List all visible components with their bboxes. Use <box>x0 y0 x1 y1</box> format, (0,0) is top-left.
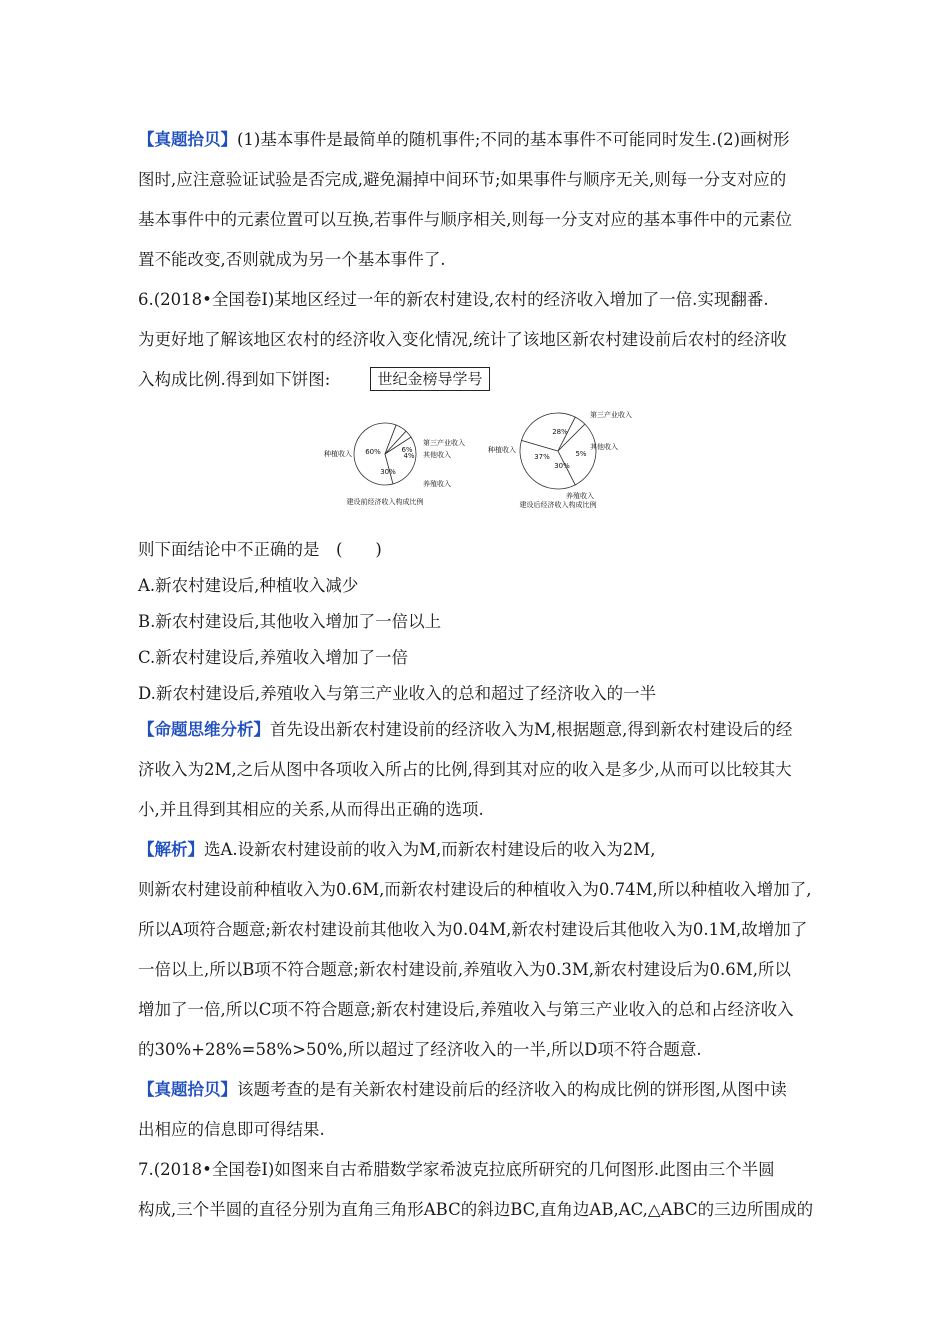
text-line <box>138 572 358 596</box>
text-line <box>138 836 655 860</box>
section-tag: 【命题思维分析】 <box>138 720 270 739</box>
slice-name-label: 其他收入 <box>590 443 618 451</box>
text-line <box>138 286 769 310</box>
line-text: 图时,应注意验证试验是否完成,避免漏掉中间环节;如果事件与顺序无关,则每一分支对应的 <box>138 170 787 189</box>
pie-charts <box>310 408 660 518</box>
line-text: 增加了一倍,所以C项不符合题意;新农村建设后,养殖收入与第三产业收入的总和占经济收入 <box>138 1000 794 1019</box>
line-text: 小,并且得到其相应的关系,从而得出正确的选项. <box>138 800 484 819</box>
slice-percent-label: 30% <box>554 462 570 470</box>
section-tag: 【真题拾贝】 <box>138 130 237 149</box>
stamp-label: 世纪金榜导学号 <box>370 367 490 391</box>
text-line <box>138 716 792 740</box>
line-text: 为更好地了解该地区农村的经济收入变化情况,统计了该地区新农村建设前后农村的经济收 <box>138 330 787 349</box>
text-line <box>138 876 812 900</box>
text-line <box>138 608 441 632</box>
text-line <box>138 680 656 704</box>
chart-title: 建设后经济收入构成比例 <box>519 501 597 509</box>
section-tag: 【真题拾贝】 <box>138 1080 237 1099</box>
line-text: A.新农村建设后,种植收入减少 <box>138 576 359 595</box>
text-line <box>138 756 792 780</box>
line-text: 置不能改变,否则就成为另一个基本事件了. <box>138 250 446 269</box>
text-line <box>138 644 408 668</box>
line-text: B.新农村建设后,其他收入增加了一倍以上 <box>138 612 442 631</box>
line-text: 6.(2018•全国卷Ⅰ)某地区经过一年的新农村建设,农村的经济收入增加了一倍.实现翻番. <box>138 290 769 309</box>
line-text: 出相应的信息即可得结果. <box>138 1120 325 1139</box>
chart-title: 建设前经济收入构成比例 <box>346 498 424 506</box>
slice-name-label: 养殖收入 <box>566 492 594 500</box>
line-text: 基本事件中的元素位置可以互换,若事件与顺序相关,则每一分支对应的基本事件中的元素位 <box>138 210 792 229</box>
line-text: 首先设出新农村建设前的经济收入为M,根据题意,得到新农村建设后的经 <box>270 720 793 739</box>
text-line <box>138 326 787 350</box>
text-line <box>138 1116 325 1140</box>
line-text: 则下面结论中不正确的是 ( ) <box>138 540 382 559</box>
slice-percent-label: 37% <box>534 453 550 461</box>
line-text: 7.(2018•全国卷Ⅰ)如图来自古希腊数学家希波克拉底所研究的几何图形.此图由三个半圆 <box>138 1160 775 1179</box>
slice-percent-label: 4% <box>403 452 415 460</box>
text-line <box>138 126 790 150</box>
line-text: D.新农村建设后,养殖收入与第三产业收入的总和超过了经济收入的一半 <box>138 684 657 703</box>
text-line <box>138 1036 702 1060</box>
line-text: 则新农村建设前种植收入为0.6M,而新农村建设后的种植收入为0.74M,所以种植收入增加了, <box>138 880 812 899</box>
text-line <box>138 366 330 390</box>
line-text: 构成,三个半圆的直径分别为直角三角形ABC的斜边BC,直角边AB,AC,△ABC的三边所围成的 <box>138 1200 814 1219</box>
text-line <box>138 956 791 980</box>
text-line <box>138 166 786 190</box>
slice-name-label: 养殖收入 <box>423 480 451 488</box>
slice-name-label: 种植收入 <box>324 450 352 458</box>
slice-name-label: 第三产业收入 <box>423 439 465 447</box>
line-text: 选A.设新农村建设前的收入为M,而新农村建设后的收入为2M, <box>204 840 656 859</box>
line-text: 济收入为2M,之后从图中各项收入所占的比例,得到其对应的收入是多少,从而可以比较其大 <box>138 760 792 779</box>
line-text: 一倍以上,所以B项不符合题意;新农村建设前,养殖收入为0.3M,新农村建设后为0.6M,所以 <box>138 960 791 979</box>
slice-percent-label: 60% <box>365 448 381 456</box>
line-text: 的30%+28%=58%>50%,所以超过了经济收入的一半,所以D项不符合题意. <box>138 1040 702 1059</box>
section-tag: 【解析】 <box>138 840 204 859</box>
slice-percent-label: 30% <box>380 468 396 476</box>
slice-percent-label: 6% <box>401 446 413 454</box>
slice-name-label: 种植收入 <box>488 446 516 454</box>
text-line <box>138 1076 787 1100</box>
line-text: 所以A项符合题意;新农村建设前其他收入为0.04M,新农村建设后其他收入为0.1M,故增加了 <box>138 920 808 939</box>
slice-name-label: 第三产业收入 <box>590 411 632 419</box>
text-line <box>138 246 446 270</box>
line-text: 该题考查的是有关新农村建设前后的经济收入的构成比例的饼形图,从图中读 <box>237 1080 787 1099</box>
line-text: C.新农村建设后,养殖收入增加了一倍 <box>138 648 409 667</box>
slice-name-label: 其他收入 <box>423 451 451 459</box>
line-text: (1)基本事件是最简单的随机事件;不同的基本事件不可能同时发生.(2)画树形 <box>237 130 790 149</box>
slice-percent-label: 28% <box>552 428 568 436</box>
pie-charts-svg <box>310 408 660 518</box>
text-line <box>138 536 382 560</box>
text-line <box>138 796 484 820</box>
slice-percent-label: 5% <box>575 450 587 458</box>
text-line <box>138 206 792 230</box>
line-text: 入构成比例.得到如下饼图: <box>138 370 331 389</box>
text-line <box>138 1156 775 1180</box>
text-line <box>138 1196 813 1220</box>
text-line <box>138 996 794 1020</box>
text-line <box>138 916 807 940</box>
